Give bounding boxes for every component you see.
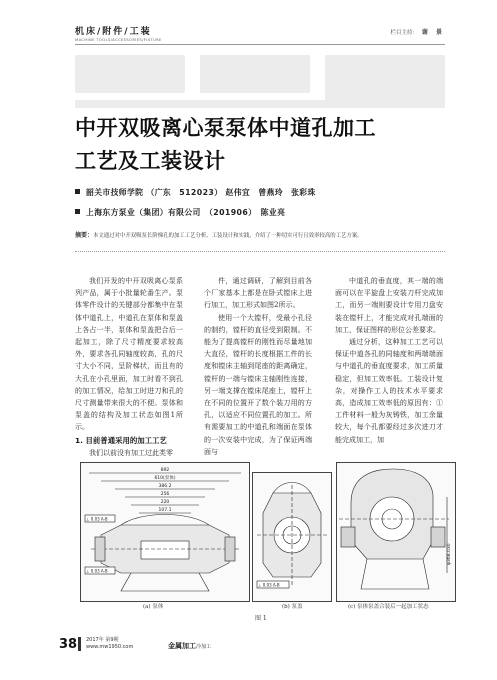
website-text: www.mw1950.com [86,643,134,650]
article-title [75,112,435,178]
tolerance-frame-2: ⊥ 0.03 A-B [86,568,108,574]
logo-text: 金属加工 [168,642,196,650]
tolerance-frame-3: ⊥ 0.03 A-B [258,582,280,588]
dim-256: 256 [160,492,170,497]
figure-panel-c [336,462,456,602]
author-line-2 [75,207,285,218]
dim-386: 386.2 [158,484,172,489]
header-divider [75,44,445,45]
author-line-1 [75,187,316,198]
body-column-3 [335,275,443,446]
dim-610: 610(泵体) [154,476,176,481]
journal-logo [168,641,211,651]
section-heading: 1. 目前普通采用的加工工艺 [75,435,167,445]
caption-c: (c) 泵体泵盖合装后一起加工状态 [348,604,429,610]
dim-892: 892 [160,468,170,473]
footer-bar [78,637,81,651]
section-editor [390,27,445,36]
paragraph: 使用一个大镗杆，受最小孔径的制约，镗杆的直径受到限制。不能为了提高镗杆的刚性而尽量地加大直径，镗杆的长度根据工件的长度和镗床主轴到尾座的距离确定，镗杆的一端与镗床主轴刚性连接，另一端支撑在镗床尾座上，镗杆上在不同的位置开了数个装刀用的方孔，以适应不同位置孔的加工。所有需要加工的中道孔和端面在泵体的一次安装中完成，为了保证两端面与 [204,313,312,456]
abstract-label: 摘要： [75,232,94,239]
author-text-1: 韶关市技师学院 （广东 512023） 赵伟宜 曾燕玲 张彩珠 [86,188,316,197]
assembled-pump-drawing [337,463,455,601]
figure-panel-a [80,462,250,602]
figure-label: 图 1 [255,615,267,622]
pump-cover-drawing [253,473,331,601]
bullet-square-icon [75,209,80,214]
issue-text: 2017年 第9期 [86,637,119,643]
caption-b: (b) 泵盖 [282,604,303,610]
logo-sub: 冷加工 [196,644,212,650]
caption-a: (a) 泵体 [143,604,164,610]
pump-body-drawing [81,463,249,601]
bullet-square-icon [75,189,80,194]
body-column-1 [75,275,183,459]
author-text-2: 上海东方泵业（集团）有限公司 （201906） 陈业亮 [86,208,286,217]
abstract-text: 本文通过对中开双吸泵长阶梯孔的加工工艺分析、工装设计和实践，介绍了一种切实可行且效率较高的工艺方案。 [93,233,363,239]
title-line-1: 中开双吸离心泵泵体中道孔加工 [75,116,376,140]
paragraph: 我们开发的中开双吸离心泵系列产品，属于小批量轮番生产。泵体零件设计的关键部分都集中在泵体中道孔上，中道孔在泵体和泵盖上各占一半，泵体和泵盖把合后一起加工，除了尺寸精度要求较高外，要求各孔同轴度较高，孔的尺寸大小不同，呈阶梯状，而且有的大孔在小孔里面，加工时看不到孔的加工情况，给加工时进刀和孔的尺寸测量带来很大的不便。泵体和泵盖的结构及加工状态如图1所示。 [75,277,183,432]
ghost-text [200,55,310,93]
abstract [75,232,445,240]
section-title: 机床/附件/工装 [75,27,152,37]
editor-name: 谢 景 [421,29,445,36]
ghost-text [325,55,445,103]
editor-label: 栏目主持： [390,30,418,36]
dim-107: 107.1 [158,508,172,513]
tolerance-frame-1: ⊥ 0.03 A-B [86,516,108,522]
dim-220: 220 [160,500,170,505]
figure-panel-b [252,472,332,602]
paragraph: 中道孔的垂直度，其一端的端面可以在平旋盘上安装刀杆完成加工，而另一端则要设计专用刀盘安装在镗杆上，才能完成对孔端面的加工，保证图样的形位公差要求。 [335,277,443,334]
paragraph: 通过分析，这种加工工艺可以保证中道各孔的同轴度和两端端面与中道孔的垂直度要求，加工质量稳定，但加工效率低。工装设计复杂，对操作工人的技术水平要求高，造成加工效率低的原因有：①工件材料一般为灰铸铁，加工余量较大，每个孔都要经过多次进刀才能完成加工，加 [335,338,443,444]
page-number: 38 [59,637,78,652]
paragraph: 我们以前没有加工过此类零 [89,448,173,457]
paragraph: 件，通过调研，了解到目前各个厂家基本上都是在卧式镗床上进行加工，加工形式如图2所示。 [204,277,312,310]
body-column-2 [204,275,312,458]
abstract-divider [75,251,445,252]
footer-issue [86,637,133,650]
section-subtitle: MACHINE TOOLS/ACCESSORIES/FIXTURE [75,37,162,42]
diameter-label: φ368.030 [447,543,452,565]
title-line-2: 工艺及工装设计 [75,149,226,173]
ghost-text [75,100,445,108]
ghost-text [75,55,185,93]
